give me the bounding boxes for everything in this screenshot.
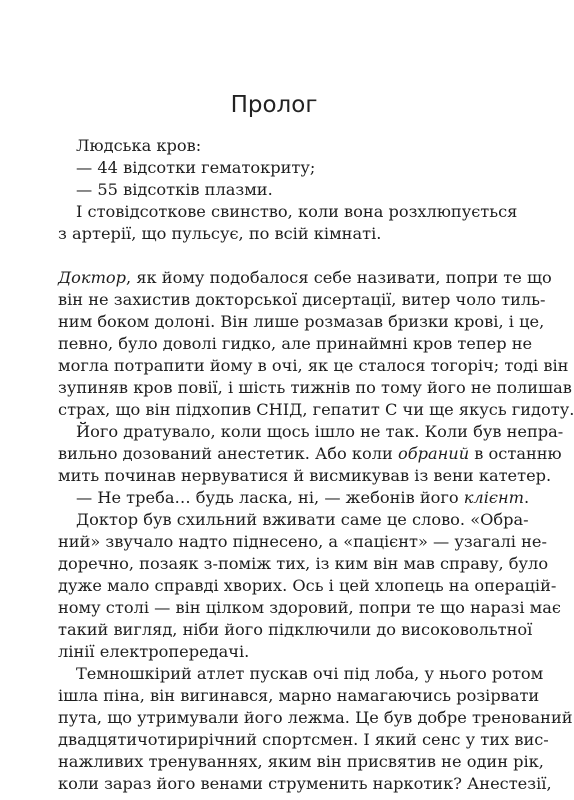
text-line: Людська кров: [76, 136, 202, 155]
text-line: І стовідсоткове свинство, коли вона розхлюпується [76, 202, 518, 221]
text-fragment: — Не треба… будь ласка, ні, — жебонів його [76, 488, 464, 507]
text-line: Доктор був схильний вживати саме це слово. «Обра- [76, 510, 529, 529]
text-line: нажливих тренуваннях, яким він присвятив не один рік, [58, 752, 544, 771]
text-line: Його дратувало, коли щось ішло не так. Коли був непра- [76, 422, 564, 441]
text-line: страх, що він підхопив СНІД, гепатит С чи ще якусь гидоту. [58, 400, 574, 419]
emphasis-text: клієнт [463, 488, 524, 507]
emphasis-text: Доктор [58, 268, 127, 287]
text-line [58, 267, 552, 289]
text-line: зупиняв кров повії, і шість тижнів по тому його не полишав [58, 378, 572, 397]
text-line: доречно, позаяк з-поміж тих, із ким він мав справу, було [58, 554, 549, 573]
text-line: ним боком долоні. Він лише розмазав бризки крові, і це, [58, 312, 545, 331]
text-line: такий вигляд, ніби його підключили до високовольтної [58, 620, 533, 639]
text-line: двадцятичотирирічний спортсмен. І який сенс у тих вис- [58, 730, 549, 749]
chapter-title: Пролог [230, 92, 318, 118]
text-line: з артерії, що пульсує, по всій кімнаті. [58, 224, 382, 243]
text-line: ний» звучало надто піднесено, а «пацієнт» — узагалі не- [58, 532, 547, 551]
text-line [58, 443, 562, 465]
emphasis-text: обраний [398, 444, 470, 463]
text-line: Темношкірий атлет пускав очі під лоба, у нього ротом [76, 664, 544, 683]
text-line [58, 487, 530, 509]
text-line: пута, що утримували його лежма. Це був добре тренований [58, 708, 573, 727]
text-fragment: . [523, 488, 530, 507]
text-line: мить починав нервуватися й висмикував із вени катетер. [58, 466, 552, 485]
text-line: ішла піна, він вигинався, марно намагаючись розірвати [58, 686, 540, 705]
text-fragment: , як йому подобалося себе називати, попри те що [126, 268, 552, 287]
text-fragment: вильно дозований анестетик. Або коли [58, 444, 398, 463]
text-line: коли зараз його венами струменить наркотик? Анестезії, [58, 774, 552, 793]
text-line: певно, було доволі гидко, але принаймні кров тепер не [58, 334, 533, 353]
text-fragment: в останню [469, 444, 562, 463]
text-line: дуже мало справді хворих. Ось і цей хлопець на операцій- [58, 576, 557, 595]
text-line: ному столі — він цілком здоровий, попри те що наразі має [58, 598, 561, 617]
text-line: — 44 відсотки гематокриту; [76, 158, 316, 177]
text-line: він не захистив докторської дисертації, витер чоло тиль- [58, 290, 546, 309]
text-line: могла потрапити йому в очі, як це сталося тогоріч; тоді він [58, 356, 569, 375]
text-line: лінії електропередачі. [58, 642, 250, 661]
text-line: — 55 відсотків плазми. [76, 180, 273, 199]
